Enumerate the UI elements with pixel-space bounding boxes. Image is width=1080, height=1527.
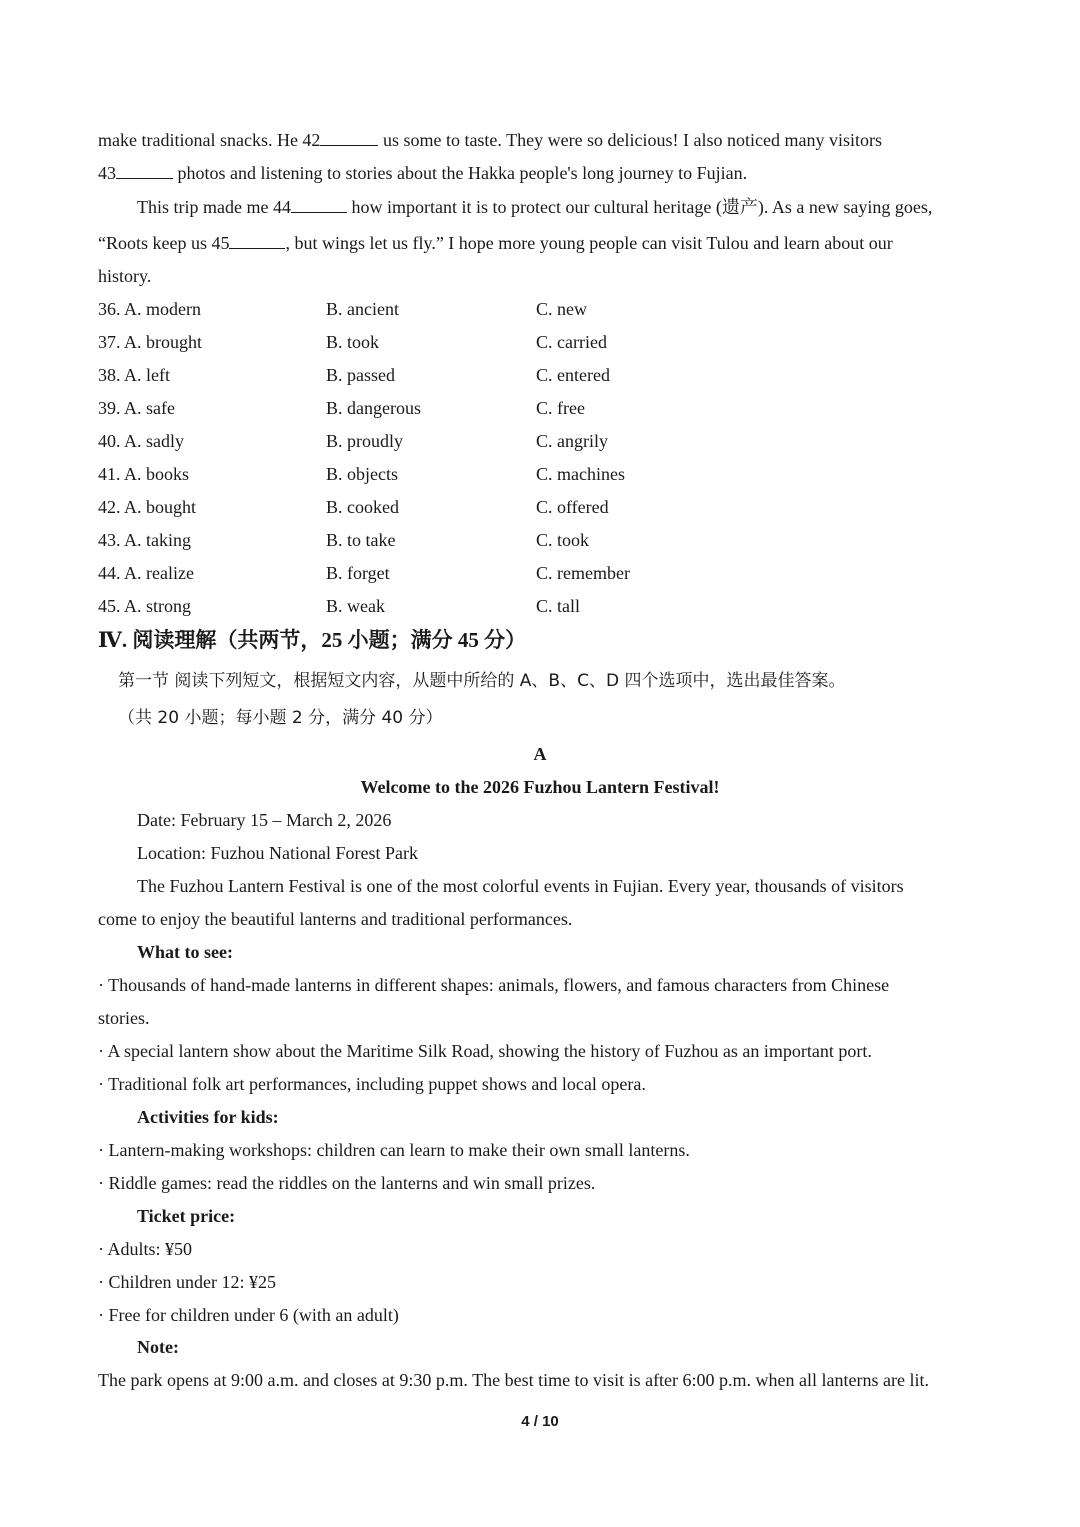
option-41-c: C. machines	[536, 464, 625, 484]
option-39-b: B. dangerous	[326, 398, 421, 418]
intro-line-2: come to enjoy the beautiful lanterns and traditional performances.	[98, 909, 573, 929]
see-item-1-cont: stories.	[98, 1008, 150, 1028]
passage-line-1: make traditional snacks. He 42 us some to taste. They were so delicious! I also noticed many visitors	[98, 130, 883, 150]
kids-heading: Activities for kids:	[137, 1107, 279, 1127]
option-36-a: 36. A. modern	[98, 299, 201, 319]
see-item-2: · A special lantern show about the Maritime Silk Road, showing the history of Fuzhou as an important port.	[98, 1041, 872, 1061]
article-letter: A	[533, 744, 547, 764]
passage-line-4: “Roots keep us 45 , but wings let us fly.” I hope more young people can visit Tulou and learn about our	[98, 233, 893, 253]
option-39-c: C. free	[536, 398, 585, 418]
option-36-b: B. ancient	[326, 299, 399, 319]
ticket-free: · Free for children under 6 (with an adult)	[98, 1305, 399, 1325]
section-scoring: （共 20 小题；每小题 2 分，满分 40 分）	[118, 708, 443, 728]
option-42-a: 42. A. bought	[98, 497, 197, 517]
blank-44	[291, 198, 347, 213]
option-43-c: C. took	[536, 530, 590, 550]
section-title: Ⅳ. 阅读理解（共两节，25 小题；满分 45 分）	[98, 628, 527, 652]
event-location: Location: Fuzhou National Forest Park	[137, 843, 418, 863]
option-40-c: C. angrily	[536, 431, 608, 451]
option-40-a: 40. A. sadly	[98, 431, 185, 451]
blank-43	[116, 164, 173, 179]
article-title: Welcome to the 2026 Fuzhou Lantern Festival!	[360, 777, 720, 797]
page-number: 4 / 10	[521, 1413, 559, 1430]
option-37-b: B. took	[326, 332, 380, 352]
passage-line-2: 43 photos and listening to stories about the Hakka people's long journey to Fujian.	[98, 163, 748, 183]
see-item-1: · Thousands of hand-made lanterns in different shapes: animals, flowers, and famous characters from Chinese	[98, 975, 890, 995]
option-37-c: C. carried	[536, 332, 607, 352]
option-41-a: 41. A. books	[98, 464, 190, 484]
option-43-a: 43. A. taking	[98, 530, 191, 550]
event-date: Date: February 15 – March 2, 2026	[137, 810, 392, 830]
option-43-b: B. to take	[326, 530, 396, 550]
ticket-heading: Ticket price:	[137, 1206, 236, 1226]
option-44-a: 44. A. realize	[98, 563, 194, 583]
option-36-c: C. new	[536, 299, 587, 319]
option-42-c: C. offered	[536, 497, 609, 517]
option-45-a: 45. A. strong	[98, 596, 192, 616]
section-instruction: 第一节 阅读下列短文，根据短文内容，从题中所给的 A、B、C、D 四个选项中，选出最佳答案。	[118, 671, 846, 691]
option-39-a: 39. A. safe	[98, 398, 175, 418]
kids-item-1: · Lantern-making workshops: children can learn to make their own small lanterns.	[98, 1140, 690, 1160]
what-to-see-heading: What to see:	[137, 942, 233, 962]
option-37-a: 37. A. brought	[98, 332, 203, 352]
option-40-b: B. proudly	[326, 431, 404, 451]
blank-45	[229, 234, 285, 249]
note-text: The park opens at 9:00 a.m. and closes at 9:30 p.m. The best time to visit is after 6:00 p.m. when all lanterns are lit.	[98, 1370, 929, 1390]
passage-line-5: history.	[98, 266, 152, 286]
passage-line-3: This trip made me 44 how important it is to protect our cultural heritage (遗产). As a new saying goes,	[137, 197, 933, 217]
option-38-c: C. entered	[536, 365, 610, 385]
see-item-3: · Traditional folk art performances, including puppet shows and local opera.	[98, 1074, 646, 1094]
ticket-children: · Children under 12: ¥25	[98, 1272, 276, 1292]
option-45-b: B. weak	[326, 596, 385, 616]
option-38-a: 38. A. left	[98, 365, 170, 385]
blank-42	[320, 131, 378, 146]
ticket-adults: · Adults: ¥50	[98, 1239, 193, 1259]
option-41-b: B. objects	[326, 464, 398, 484]
note-heading: Note:	[137, 1337, 179, 1357]
option-44-c: C. remember	[536, 563, 630, 583]
kids-item-2: · Riddle games: read the riddles on the lanterns and win small prizes.	[98, 1173, 596, 1193]
option-42-b: B. cooked	[326, 497, 399, 517]
option-45-c: C. tall	[536, 596, 580, 616]
option-44-b: B. forget	[326, 563, 390, 583]
option-38-b: B. passed	[326, 365, 395, 385]
intro-line-1: The Fuzhou Lantern Festival is one of the most colorful events in Fujian. Every year, thousands of visitors	[137, 876, 904, 896]
